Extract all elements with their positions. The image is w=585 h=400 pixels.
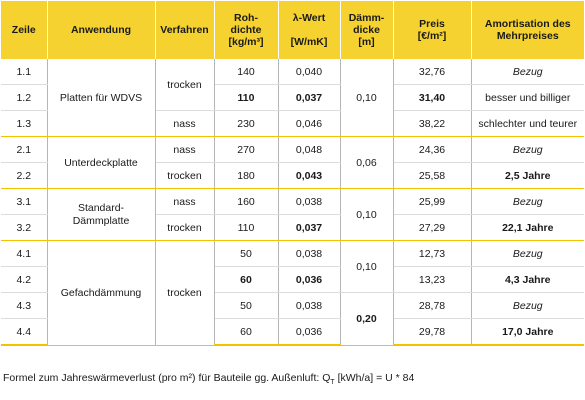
header-daemm-unit: [m] xyxy=(358,36,375,48)
cell-zeile: 4.2 xyxy=(1,267,47,293)
cell-zeile: 1.2 xyxy=(1,85,47,111)
cell-amortisation: 22,1 Jahre xyxy=(471,215,584,241)
cell-zeile: 2.2 xyxy=(1,163,47,189)
cell-zeile: 1.1 xyxy=(1,59,47,85)
cell-zeile: 3.1 xyxy=(1,189,47,215)
cell-amortisation: 17,0 Jahre xyxy=(471,319,584,346)
cell-anwendung: Unterdeckplatte xyxy=(47,137,155,189)
cell-verfahren: nass xyxy=(155,189,214,215)
header-daemm-line2: dicke xyxy=(353,24,380,36)
cell-daemmdicke: 0,10 xyxy=(340,59,393,137)
cell-zeile: 1.3 xyxy=(1,111,47,137)
cell-lambda: 0,040 xyxy=(278,59,340,85)
cell-lambda: 0,048 xyxy=(278,137,340,163)
table-row xyxy=(1,59,584,85)
cell-lambda: 0,037 xyxy=(278,85,340,111)
cell-daemmdicke: 0,10 xyxy=(340,189,393,241)
cell-amortisation: 4,3 Jahre xyxy=(471,267,584,293)
cell-preis: 24,36 xyxy=(393,137,471,163)
formula-text: Formel zum Jahreswärmeverlust (pro m²) für Bauteile gg. Außenluft: Q xyxy=(3,372,331,384)
cell-verfahren: nass xyxy=(155,111,214,137)
cell-rohdichte: 230 xyxy=(214,111,278,137)
cell-amortisation: 2,5 Jahre xyxy=(471,163,584,189)
cell-anwendung xyxy=(47,189,155,241)
header-rohdichte-unit: [kg/m³] xyxy=(228,36,264,48)
cell-anwendung-line1: Standard- xyxy=(77,201,125,214)
cell-anwendung: Gefachdämmung xyxy=(47,241,155,346)
cell-verfahren: trocken xyxy=(155,241,214,346)
cell-rohdichte: 180 xyxy=(214,163,278,189)
cell-amortisation: besser und billiger xyxy=(471,85,584,111)
cell-lambda: 0,036 xyxy=(278,319,340,346)
cell-zeile: 4.3 xyxy=(1,293,47,319)
cell-rohdichte: 60 xyxy=(214,267,278,293)
cell-preis: 32,76 xyxy=(393,59,471,85)
cell-verfahren: trocken xyxy=(155,59,214,111)
cell-rohdichte: 270 xyxy=(214,137,278,163)
cell-preis: 12,73 xyxy=(393,241,471,267)
cell-amortisation: Bezug xyxy=(471,293,584,319)
cell-daemmdicke: 0,06 xyxy=(340,137,393,189)
table-row xyxy=(1,241,584,267)
cell-amortisation: Bezug xyxy=(471,241,584,267)
cell-lambda: 0,043 xyxy=(278,163,340,189)
cell-lambda: 0,037 xyxy=(278,215,340,241)
cell-zeile: 4.4 xyxy=(1,319,47,346)
cell-lambda: 0,036 xyxy=(278,267,340,293)
cell-lambda: 0,038 xyxy=(278,293,340,319)
cell-amortisation: Bezug xyxy=(471,59,584,85)
header-lambda-unit: [W/mK] xyxy=(290,36,328,48)
table-header-row xyxy=(1,1,584,59)
header-daemmdicke xyxy=(340,1,393,59)
cell-rohdichte: 160 xyxy=(214,189,278,215)
header-amort-line2: Mehrpreises xyxy=(496,30,559,42)
header-amort-line1: Amortisation des xyxy=(484,18,571,30)
header-anwendung: Anwendung xyxy=(47,1,155,59)
cell-daemmdicke: 0,10 xyxy=(340,241,393,293)
header-preis xyxy=(393,1,471,59)
cell-amortisation: Bezug xyxy=(471,137,584,163)
cell-rohdichte: 110 xyxy=(214,215,278,241)
cell-daemmdicke: 0,20 xyxy=(340,293,393,346)
header-zeile: Zeile xyxy=(1,1,47,59)
cell-preis: 29,78 xyxy=(393,319,471,346)
cell-verfahren: trocken xyxy=(155,163,214,189)
formula-text-end: [kWh/a] = U * 84 xyxy=(334,372,415,384)
cell-rohdichte: 50 xyxy=(214,293,278,319)
cell-preis: 27,29 xyxy=(393,215,471,241)
insulation-comparison-table xyxy=(1,1,584,346)
cell-preis: 38,22 xyxy=(393,111,471,137)
cell-rohdichte: 110 xyxy=(214,85,278,111)
header-rohdichte-line1: Roh- xyxy=(234,12,258,24)
cell-lambda: 0,038 xyxy=(278,189,340,215)
table-row xyxy=(1,189,584,215)
formula-subscript: T xyxy=(330,379,335,387)
header-lambda xyxy=(278,1,340,59)
cell-rohdichte: 140 xyxy=(214,59,278,85)
cell-preis: 13,23 xyxy=(393,267,471,293)
cell-lambda: 0,038 xyxy=(278,241,340,267)
header-preis-line1: Preis xyxy=(419,18,445,30)
cell-preis: 25,58 xyxy=(393,163,471,189)
header-rohdichte xyxy=(214,1,278,59)
cell-verfahren: nass xyxy=(155,137,214,163)
header-daemm-line1: Dämm- xyxy=(348,12,385,24)
formula-footnote xyxy=(3,372,414,386)
header-amortisation xyxy=(471,1,584,59)
table-row xyxy=(1,137,584,163)
header-lambda-line1: λ-Wert xyxy=(292,12,326,24)
cell-preis: 25,99 xyxy=(393,189,471,215)
cell-lambda: 0,046 xyxy=(278,111,340,137)
cell-zeile: 2.1 xyxy=(1,137,47,163)
cell-amortisation: Bezug xyxy=(471,189,584,215)
cell-zeile: 3.2 xyxy=(1,215,47,241)
cell-zeile: 4.1 xyxy=(1,241,47,267)
cell-rohdichte: 60 xyxy=(214,319,278,346)
header-preis-unit: [€/m²] xyxy=(417,30,447,42)
cell-amortisation: schlechter und teurer xyxy=(471,111,584,137)
cell-anwendung: Platten für WDVS xyxy=(47,59,155,137)
cell-preis: 28,78 xyxy=(393,293,471,319)
header-verfahren: Verfahren xyxy=(155,1,214,59)
cell-preis: 31,40 xyxy=(393,85,471,111)
cell-anwendung-line2: Dämmplatte xyxy=(72,214,130,227)
cell-rohdichte: 50 xyxy=(214,241,278,267)
header-rohdichte-line2: dichte xyxy=(230,24,262,36)
cell-verfahren: trocken xyxy=(155,215,214,241)
